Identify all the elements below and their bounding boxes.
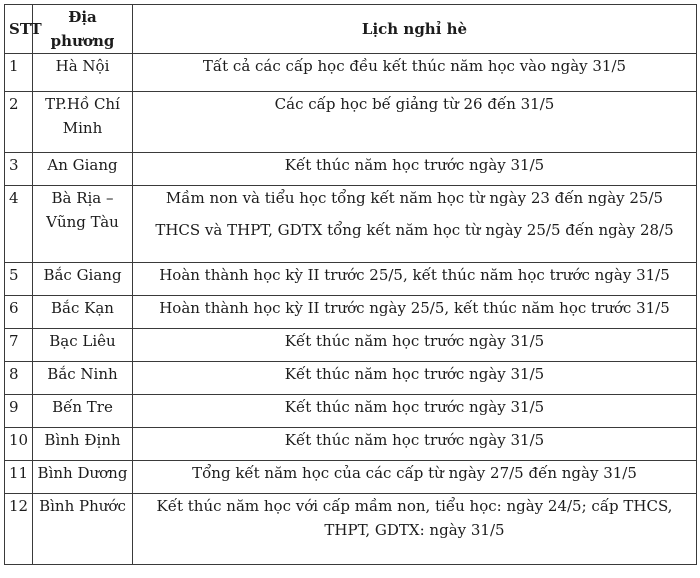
- table-row: [5, 54, 697, 92]
- row-location: Bà Rịa – Vũng Tàu: [33, 186, 133, 263]
- row-location: Hà Nội: [33, 54, 133, 92]
- row-schedule: [133, 428, 697, 461]
- table-row: [5, 296, 697, 329]
- row-location: Bình Phước: [33, 494, 133, 565]
- row-schedule: [133, 92, 697, 153]
- table-row: [5, 428, 697, 461]
- row-location: Bắc Kạn: [33, 296, 133, 329]
- row-location: Bạc Liêu: [33, 329, 133, 362]
- row-stt: 10: [5, 428, 33, 461]
- summer-schedule-table: [4, 4, 697, 565]
- table-row: [5, 494, 697, 565]
- row-schedule: [133, 54, 697, 92]
- row-location: An Giang: [33, 153, 133, 186]
- row-location: Bắc Giang: [33, 263, 133, 296]
- schedule-line: Kết thúc năm học trước ngày 31/5: [284, 431, 545, 449]
- schedule-line: Hoàn thành học kỳ II trước ngày 25/5, kết thúc năm học trước 31/5: [159, 299, 670, 317]
- table-row: [5, 153, 697, 186]
- schedule-line: Kết thúc năm học trước ngày 31/5: [284, 332, 545, 350]
- row-location: Bình Dương: [33, 461, 133, 494]
- row-location: Bến Tre: [33, 395, 133, 428]
- row-stt: 12: [5, 494, 33, 565]
- row-location: TP.Hồ Chí Minh: [33, 92, 133, 153]
- schedule-line: Các cấp học bế giảng từ 26 đến 31/5: [274, 95, 555, 113]
- schedule-line: THCS và THPT, GDTX tổng kết năm học từ ngày 25/5 đến ngày 28/5: [155, 221, 674, 239]
- header-location: Địa phương: [33, 5, 133, 54]
- row-schedule: [133, 186, 697, 263]
- header-schedule: Lịch nghỉ hè: [133, 5, 697, 54]
- schedule-line: Mầm non và tiểu học tổng kết năm học từ ngày 23 đến ngày 25/5: [165, 189, 664, 207]
- row-schedule: [133, 494, 697, 565]
- row-schedule: [133, 329, 697, 362]
- table-row: [5, 263, 697, 296]
- row-stt: 9: [5, 395, 33, 428]
- row-schedule: [133, 395, 697, 428]
- row-stt: 6: [5, 296, 33, 329]
- header-stt: STT: [5, 5, 33, 54]
- row-schedule: [133, 461, 697, 494]
- schedule-line: Tất cả các cấp học đều kết thúc năm học vào ngày 31/5: [202, 57, 627, 75]
- row-stt: 3: [5, 153, 33, 186]
- table-row: [5, 186, 697, 263]
- row-stt: 2: [5, 92, 33, 153]
- table-row: [5, 362, 697, 395]
- row-stt: 4: [5, 186, 33, 263]
- schedule-line: Kết thúc năm học với cấp mầm non, tiểu học: ngày 24/5; cấp THCS, THPT, GDTX: ngày 31/5: [156, 497, 673, 539]
- table-row: [5, 461, 697, 494]
- row-location: Bình Định: [33, 428, 133, 461]
- schedule-line: Kết thúc năm học trước ngày 31/5: [284, 156, 545, 174]
- row-schedule: [133, 362, 697, 395]
- row-schedule: [133, 296, 697, 329]
- schedule-line: Tổng kết năm học của các cấp từ ngày 27/5 đến ngày 31/5: [192, 464, 637, 482]
- row-stt: 8: [5, 362, 33, 395]
- row-schedule: [133, 263, 697, 296]
- table-header-row: [5, 5, 697, 54]
- row-stt: 11: [5, 461, 33, 494]
- row-stt: 1: [5, 54, 33, 92]
- table-row: [5, 329, 697, 362]
- schedule-line: Hoàn thành học kỳ II trước 25/5, kết thúc năm học trước ngày 31/5: [159, 266, 670, 284]
- schedule-line: Kết thúc năm học trước ngày 31/5: [284, 398, 545, 416]
- schedule-line: Kết thúc năm học trước ngày 31/5: [284, 365, 545, 383]
- row-schedule: [133, 153, 697, 186]
- row-stt: 7: [5, 329, 33, 362]
- table-row: [5, 395, 697, 428]
- row-location: Bắc Ninh: [33, 362, 133, 395]
- row-stt: 5: [5, 263, 33, 296]
- table-row: [5, 92, 697, 153]
